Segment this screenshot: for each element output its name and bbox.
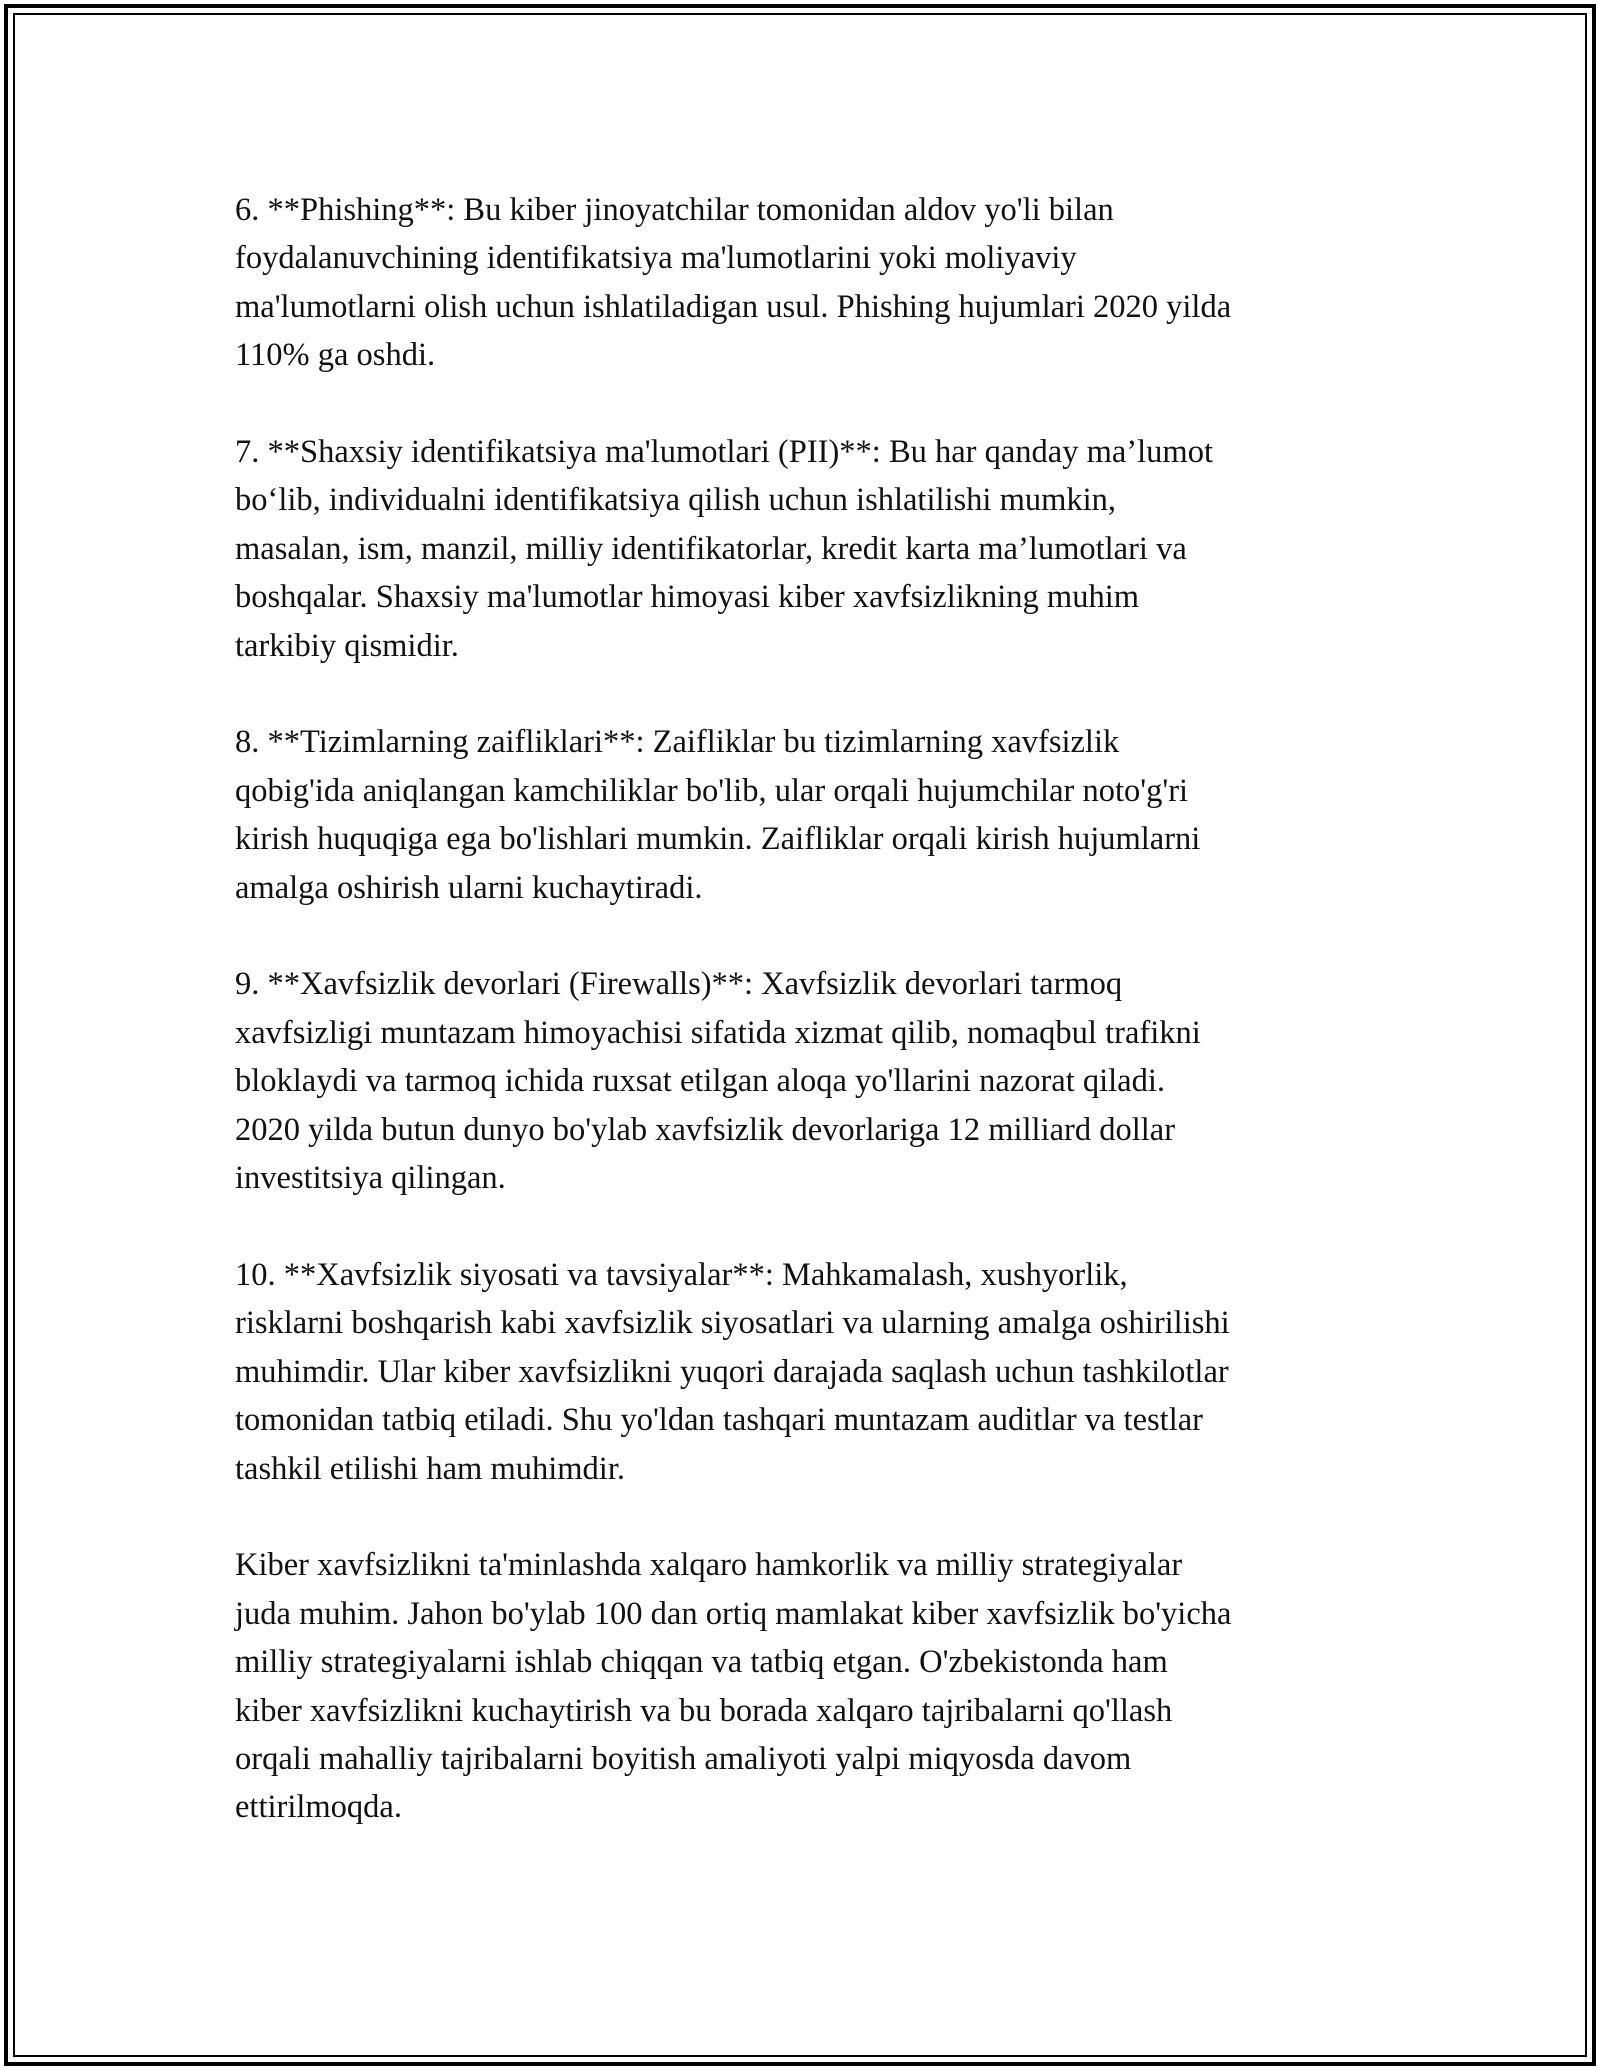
paragraph-firewalls: 9. **Xavfsizlik devorlari (Firewalls)**: Xavfsizlik devorlari tarmoq xavfsizligi muntazam himoyachisi sifatida xizmat qilib, nomaqbul trafikni bloklaydi va tarmoq ichida ruxsat etilgan aloqa yo'llarini nazorat qiladi. 2020 yilda butun dunyo bo'ylab xavfsizlik devorlariga 12 milliard dollar investitsiya qilingan. xyxy=(235,966,1201,1197)
paragraph-vulnerabilities: 8. **Tizimlarning zaifliklari**: Zaifliklar bu tizimlarning xavfsizlik qobig'ida aniqlangan kamchiliklar bo'lib, ular orqali hujumchilar noto'g'ri kirish huquqiga ega bo'lishlari mumkin. Zaifliklar orqali kirish hujumlarni amalga oshirish ularni kuchaytiradi. xyxy=(235,724,1201,906)
paragraph-conclusion: Kiber xavfsizlikni ta'minlashda xalqaro hamkorlik va milliy strategiyalar juda muhim. Jahon bo'ylab 100 dan ortiq mamlakat kiber xavfsizlik bo'yicha milliy strategiyalarni ishlab chiqqan va tatbiq etgan. O'zbekistonda ham kiber xavfsizlikni kuchaytirish va bu borada xalqaro tajribalarni qo'llash orqali mahalliy tajribalarni boyitish amaliyoti yalpi miqyosda davom ettirilmoqda. xyxy=(235,1547,1232,1826)
paragraph-phishing: 6. **Phishing**: Bu kiber jinoyatchilar tomonidan aldov yo'li bilan foydalanuvchining identifikatsiya ma'lumotlarini yoki moliyaviy ma'lumotlarni olish uchun ishlatiladigan usul. Phishing hujumlari 2020 yilda 110% ga oshdi. xyxy=(235,192,1232,374)
paragraph-pii: 7. **Shaxsiy identifikatsiya ma'lumotlari (PII)**: Bu har qanday ma’lumot bo‘lib, individualni identifikatsiya qilish uchun ishlatilishi mumkin, masalan, ism, manzil, milliy identifikatorlar, kredit karta ma’lumotlari va boshqalar. Shaxsiy ma'lumotlar himoyasi kiber xavfsizlikning muhim tarkibiy qismidir. xyxy=(235,434,1213,664)
document-body xyxy=(235,186,1365,1832)
paragraph-security-policy: 10. **Xavfsizlik siyosati va tavsiyalar**: Mahkamalash, xushyorlik, risklarni boshqarish kabi xavfsizlik siyosatlari va ularning amalga oshirilishi muhimdir. Ular kiber xavfsizlikni yuqori darajada saqlash uchun tashkilotlar tomonidan tatbiq etiladi. Shu yo'ldan tashqari muntazam auditlar va testlar tashkil etilishi ham muhimdir. xyxy=(235,1256,1230,1487)
